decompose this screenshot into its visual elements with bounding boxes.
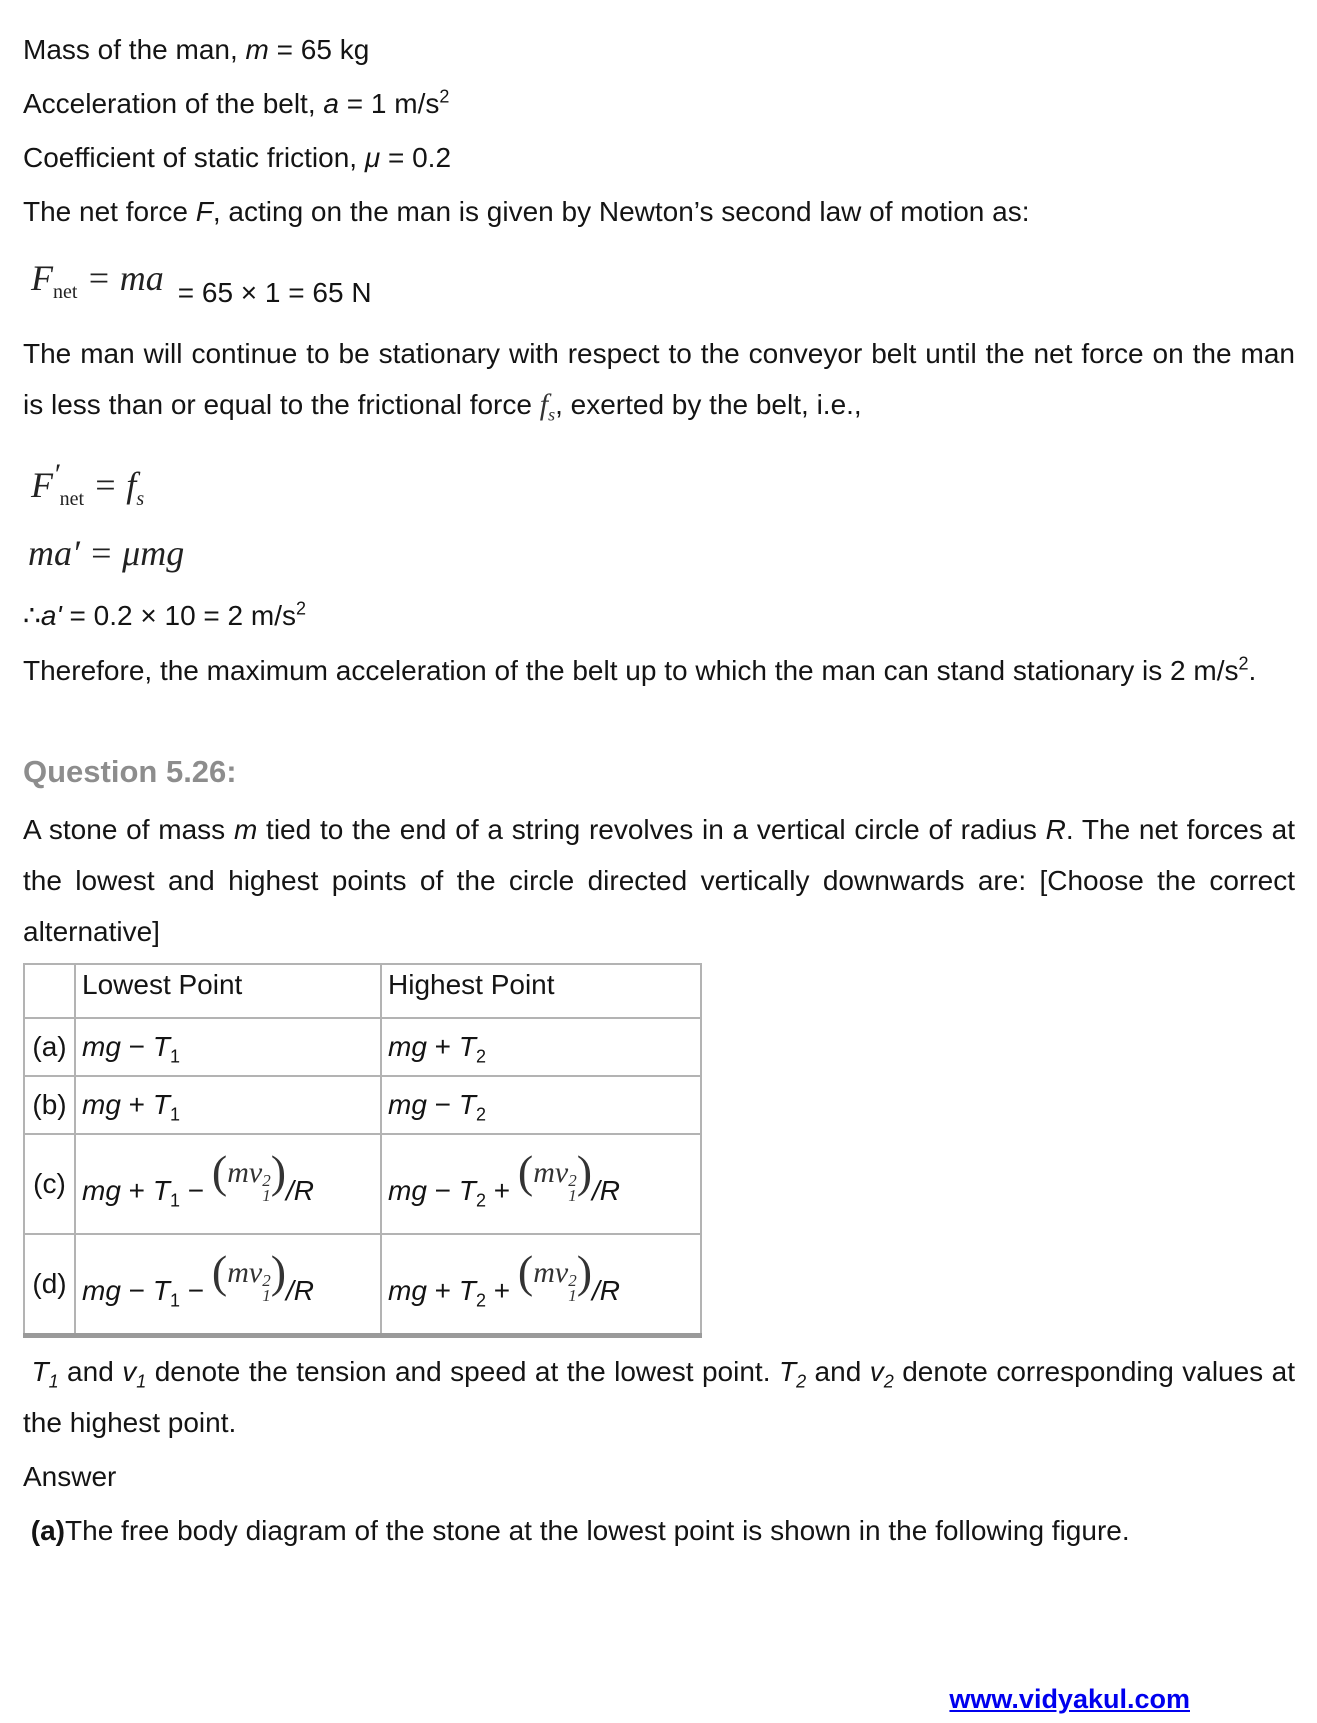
fraction-sup: 2 [262,1271,271,1290]
fraction-inner: mv [533,1156,569,1189]
vidyakul-link[interactable]: www.vidyakul.com [949,1684,1190,1714]
equation-fnet-ma [31,249,1295,310]
formula-fraction [211,1246,287,1305]
formula-mg: mg [82,1175,121,1206]
formula-fraction [517,1146,593,1205]
fraction-supsub [568,1173,577,1203]
formula-op: + [485,1175,518,1206]
right-paren: ) [270,1146,287,1197]
left-paren: ( [517,1246,534,1297]
right-paren: ) [576,1246,593,1297]
question-text-3: . The net forces at the lowest and highest points of the circle directed vertically downwards are: [Choose the correct alternative] [23,814,1295,947]
mass-var: m [245,34,269,65]
conclusion-period: . [1248,655,1257,686]
eq2-prime: ′ [53,458,60,491]
friction-force-subscript: s [548,404,556,425]
option-d-lowest [75,1234,381,1336]
option-a-lowest [75,1018,381,1076]
formula-op: − [179,1275,212,1306]
option-b-label: (b) [24,1076,75,1134]
fraction-inner: mv [533,1256,569,1289]
formula-mg: mg [82,1089,121,1120]
T1-symbol: T [31,1356,49,1387]
stationary-text-pre: The man will continue to be stationary with respect to the conveyor belt until the net force on the man is less than or equal to the frictional force [23,338,1295,420]
header-lowest-point: Lowest Point [75,964,381,1018]
fraction-inner: mv [227,1156,263,1189]
left-paren: ( [211,1246,228,1297]
eq3-text: ma′ = μmg [28,533,185,573]
formula-op: − [426,1175,459,1206]
result-acceleration-line [23,588,1295,644]
v1-symbol: v [122,1356,137,1387]
formula-op: − [179,1175,212,1206]
eq2-equals: = [84,465,127,505]
formula-op: − [120,1031,153,1062]
eq1-lhs-subscript: net [53,281,78,304]
options-table [23,963,702,1338]
therefore-symbol: ∴ [23,599,41,632]
eq4-value: = 0.2 × 10 = 2 m/s [61,600,297,631]
right-paren: ) [576,1146,593,1197]
fraction-sup: 2 [568,1271,577,1290]
mass-line [23,24,1295,75]
footer [949,1683,1190,1715]
option-c-label: (c) [24,1134,75,1234]
T1-subscript: 1 [48,1371,59,1392]
equation-fnet-fs [31,444,1295,516]
formula-T-sub: 1 [169,1104,180,1125]
formula-T-sub: 1 [169,1290,180,1311]
tension-text-4: denote corresponding values at the highest point. [23,1356,1295,1438]
fraction-denominator: /R [286,1275,315,1306]
friction-force-symbol: f [539,388,549,421]
left-paren: ( [211,1146,228,1197]
answer-label: Answer [23,1461,117,1492]
acceleration-line [23,78,1295,129]
question-heading: Question 5.26: [23,754,237,789]
eq2-rhs: f [126,465,137,505]
friction-line [23,132,1295,183]
eq4-var: a' [40,600,62,631]
fraction-sub: 1 [262,1286,271,1305]
formula-T: T [152,1275,170,1306]
option-d-label: (d) [24,1234,75,1336]
formula-op: + [426,1275,459,1306]
option-c-lowest [75,1134,381,1234]
eq1-rhs: ma [119,258,164,298]
eq2-rhs-subscript: s [136,488,145,511]
newton-text-pre: The net force [23,196,196,227]
T2-symbol: T [778,1356,797,1387]
tension-definitions-paragraph [23,1346,1295,1448]
mass-text: Mass of the man, [23,34,246,65]
fraction-supsub [568,1273,577,1303]
v2-subscript: 2 [883,1371,894,1392]
formula-mg: mg [82,1275,121,1306]
fraction-sup: 2 [262,1171,271,1190]
fraction-denominator: /R [286,1175,315,1206]
formula-fraction [211,1146,287,1205]
option-c-highest [381,1134,701,1234]
formula-T-sub: 2 [475,1190,486,1211]
option-a-label: (a) [24,1018,75,1076]
formula-T: T [458,1031,476,1062]
newton-text-post: , acting on the man is given by Newton’s second law of motion as: [212,196,1030,227]
formula-T: T [152,1031,170,1062]
option-a-row [24,1018,701,1076]
table-header-row [24,964,701,1018]
answer-a-marker: (a) [30,1515,66,1546]
conclusion-text: Therefore, the maximum acceleration of the belt up to which the man can stand stationary is 2 m/s [23,655,1239,686]
eq1-numeric-result: = 65 × 1 = 65 N [177,277,372,308]
T2-subscript: 2 [796,1371,807,1392]
fraction-sub: 1 [568,1186,577,1205]
newton-var: F [195,196,213,227]
left-paren: ( [517,1146,534,1197]
formula-T-sub: 2 [475,1104,486,1125]
fraction-denominator: /R [592,1175,621,1206]
accel-exponent: 2 [439,86,450,107]
fraction-supsub [262,1173,271,1203]
accel-var: a [323,88,339,119]
option-b-lowest [75,1076,381,1134]
formula-op: − [426,1089,459,1120]
fraction-sub: 1 [568,1286,577,1305]
v1-subscript: 1 [136,1371,147,1392]
stationary-paragraph [23,328,1295,430]
formula-T: T [152,1175,170,1206]
eq1-lhs: F [31,258,53,298]
fraction-supsub [262,1273,271,1303]
option-a-highest [381,1018,701,1076]
option-d-row [24,1234,701,1336]
right-paren: ) [270,1246,287,1297]
header-empty-cell [24,964,75,1018]
formula-mg: mg [388,1089,427,1120]
newton-law-line [23,186,1295,237]
eq1-equals: = [77,258,120,298]
formula-op: + [120,1175,153,1206]
question-text-1: A stone of mass [23,814,234,845]
formula-T: T [152,1089,170,1120]
formula-op: + [485,1275,518,1306]
accel-value: = 1 m/s [338,88,440,119]
formula-T-sub: 1 [169,1046,180,1067]
tension-text-3: and [806,1356,870,1387]
formula-T-sub: 1 [169,1190,180,1211]
formula-mg: mg [388,1275,427,1306]
tension-text-1: and [58,1356,123,1387]
header-highest-point: Highest Point [381,964,701,1018]
equation-ma-umg [28,522,1295,584]
friction-text: Coefficient of static friction, [23,142,365,173]
formula-mg: mg [82,1031,121,1062]
conclusion-paragraph [23,645,1295,696]
formula-fraction [517,1246,593,1305]
formula-T-sub: 2 [475,1046,486,1067]
tension-text-2: denote the tension and speed at the lowest point. [146,1356,779,1387]
stationary-text-post: , exerted by the belt, i.e., [555,389,862,420]
mass-value: = 65 kg [268,34,370,65]
formula-T: T [458,1275,476,1306]
eq4-exponent: 2 [296,598,307,619]
formula-op: + [120,1089,153,1120]
question-paragraph [23,804,1295,957]
formula-mg: mg [388,1031,427,1062]
formula-mg: mg [388,1175,427,1206]
option-d-highest [381,1234,701,1336]
accel-text: Acceleration of the belt, [23,88,324,119]
mass-symbol: m [233,814,258,845]
question-text-2: tied to the end of a string revolves in a vertical circle of radius [257,814,1046,845]
v2-symbol: v [869,1356,884,1387]
answer-a-text: The free body diagram of the stone at the lowest point is shown in the following figure. [65,1515,1130,1546]
option-c-row [24,1134,701,1234]
eq2-lhs-subscript: net [59,488,84,511]
conclusion-exponent: 2 [1238,653,1249,674]
friction-var: μ [364,142,381,173]
eq2-lhs: F [31,465,53,505]
fraction-sub: 1 [262,1186,271,1205]
fraction-sup: 2 [568,1171,577,1190]
radius-symbol: R [1045,814,1066,845]
fraction-denominator: /R [592,1275,621,1306]
formula-op: − [120,1275,153,1306]
formula-op: + [426,1031,459,1062]
friction-value: = 0.2 [380,142,452,173]
fraction-inner: mv [227,1256,263,1289]
answer-a-paragraph [23,1505,1295,1556]
option-b-row [24,1076,701,1134]
formula-T: T [458,1175,476,1206]
formula-T: T [458,1089,476,1120]
option-b-highest [381,1076,701,1134]
formula-T-sub: 2 [475,1290,486,1311]
